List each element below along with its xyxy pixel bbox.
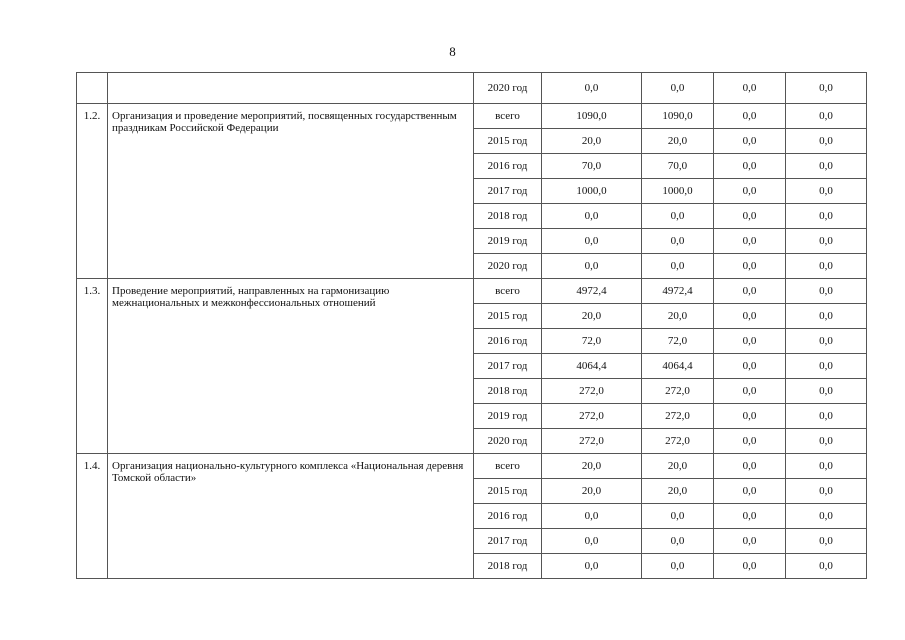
period-cell: 2019 год [474,404,542,429]
value-cell: 272,0 [542,404,642,429]
period-cell: 2016 год [474,329,542,354]
value-cell: 0,0 [714,104,786,129]
value-cell: 0,0 [542,529,642,554]
period-cell: 2018 год [474,379,542,404]
table-row [77,279,867,304]
value-cell: 0,0 [714,554,786,579]
period-cell: всего [474,454,542,479]
value-cell: 0,0 [714,404,786,429]
value-cell: 20,0 [642,479,714,504]
value-cell: 70,0 [542,154,642,179]
value-cell: 0,0 [642,504,714,529]
period-cell: 2020 год [474,73,542,104]
value-cell: 20,0 [642,454,714,479]
value-cell: 0,0 [714,304,786,329]
value-cell: 0,0 [642,529,714,554]
value-cell: 0,0 [786,229,867,254]
value-cell: 0,0 [786,479,867,504]
value-cell: 4064,4 [642,354,714,379]
value-cell: 0,0 [786,529,867,554]
value-cell: 0,0 [714,429,786,454]
item-description: Проведение мероприятий, направленных на гармонизацию межнациональных и межконфессиональных отношений [108,279,474,454]
value-cell: 0,0 [714,129,786,154]
value-cell: 0,0 [714,454,786,479]
item-number: 1.2. [77,104,108,279]
period-cell: всего [474,279,542,304]
budget-table [76,72,867,579]
value-cell: 0,0 [786,379,867,404]
item-description: Организация национально-культурного комплекса «Национальная деревня Томской области» [108,454,474,579]
item-number [77,73,108,104]
period-cell: 2016 год [474,504,542,529]
value-cell: 0,0 [714,379,786,404]
value-cell: 1000,0 [642,179,714,204]
value-cell: 20,0 [642,304,714,329]
value-cell: 0,0 [786,179,867,204]
value-cell: 20,0 [542,129,642,154]
value-cell: 0,0 [786,304,867,329]
page-number: 8 [449,44,456,59]
value-cell: 0,0 [714,279,786,304]
value-cell: 4972,4 [542,279,642,304]
value-cell: 272,0 [542,379,642,404]
period-cell: 2017 год [474,179,542,204]
value-cell: 0,0 [542,73,642,104]
value-cell: 0,0 [714,229,786,254]
value-cell: 0,0 [786,254,867,279]
table-row [77,73,867,104]
value-cell: 1090,0 [642,104,714,129]
value-cell: 0,0 [542,254,642,279]
value-cell: 272,0 [642,429,714,454]
value-cell: 0,0 [786,404,867,429]
value-cell: 0,0 [714,154,786,179]
value-cell: 0,0 [786,73,867,104]
period-cell: 2016 год [474,154,542,179]
value-cell: 0,0 [714,179,786,204]
value-cell: 0,0 [786,129,867,154]
value-cell: 0,0 [786,429,867,454]
table-row [77,104,867,129]
value-cell: 0,0 [714,254,786,279]
value-cell: 0,0 [542,204,642,229]
table-row [77,454,867,479]
value-cell: 4972,4 [642,279,714,304]
value-cell: 20,0 [542,304,642,329]
period-cell: 2017 год [474,354,542,379]
value-cell: 272,0 [642,404,714,429]
value-cell: 0,0 [786,204,867,229]
period-cell: 2015 год [474,479,542,504]
value-cell: 1090,0 [542,104,642,129]
value-cell: 0,0 [642,204,714,229]
item-description: Организация и проведение мероприятий, посвященных государственным праздникам Российской Федерации [108,104,474,279]
value-cell: 0,0 [642,254,714,279]
value-cell: 0,0 [786,154,867,179]
value-cell: 70,0 [642,154,714,179]
value-cell: 272,0 [642,379,714,404]
value-cell: 0,0 [542,229,642,254]
period-cell: 2019 год [474,229,542,254]
value-cell: 0,0 [642,554,714,579]
value-cell: 0,0 [714,504,786,529]
value-cell: 0,0 [542,504,642,529]
value-cell: 1000,0 [542,179,642,204]
period-cell: 2020 год [474,254,542,279]
item-number: 1.3. [77,279,108,454]
value-cell: 0,0 [786,104,867,129]
period-cell: 2018 год [474,204,542,229]
value-cell: 0,0 [714,529,786,554]
value-cell: 72,0 [642,329,714,354]
value-cell: 20,0 [542,454,642,479]
value-cell: 0,0 [786,354,867,379]
value-cell: 0,0 [542,554,642,579]
value-cell: 0,0 [714,354,786,379]
item-number: 1.4. [77,454,108,579]
value-cell: 272,0 [542,429,642,454]
period-cell: 2015 год [474,129,542,154]
value-cell: 0,0 [642,73,714,104]
value-cell: 0,0 [786,554,867,579]
value-cell: 0,0 [786,504,867,529]
value-cell: 0,0 [714,204,786,229]
value-cell: 20,0 [542,479,642,504]
period-cell: всего [474,104,542,129]
value-cell: 20,0 [642,129,714,154]
period-cell: 2018 год [474,554,542,579]
period-cell: 2015 год [474,304,542,329]
value-cell: 0,0 [786,329,867,354]
period-cell: 2017 год [474,529,542,554]
value-cell: 0,0 [786,279,867,304]
period-cell: 2020 год [474,429,542,454]
value-cell: 0,0 [786,454,867,479]
value-cell: 0,0 [642,229,714,254]
item-description [108,73,474,104]
value-cell: 0,0 [714,329,786,354]
value-cell: 72,0 [542,329,642,354]
value-cell: 4064,4 [542,354,642,379]
value-cell: 0,0 [714,73,786,104]
value-cell: 0,0 [714,479,786,504]
